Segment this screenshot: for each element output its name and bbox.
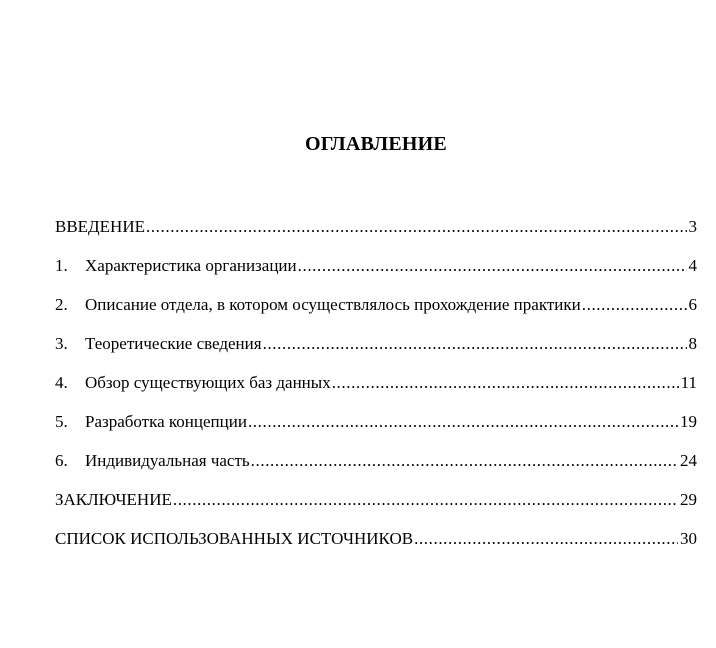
toc-entry-text: Разработка концепции xyxy=(85,412,247,431)
toc-entry-text: Теоретические сведения xyxy=(85,334,262,353)
toc-entry-references xyxy=(55,526,697,565)
toc-entry-2 xyxy=(55,292,697,331)
toc-title: ОГЛАВЛЕНИЕ xyxy=(305,133,447,155)
toc-leader-dots xyxy=(173,487,678,513)
toc-entry-introduction xyxy=(55,214,697,253)
toc-page-number: 19 xyxy=(680,412,697,431)
toc-entry-text: СПИСОК ИСПОЛЬЗОВАННЫХ ИСТОЧНИКОВ xyxy=(55,529,414,548)
toc-entry-number: 2. xyxy=(55,295,68,314)
toc-entry-number: 1. xyxy=(55,256,68,275)
toc-page-number: 11 xyxy=(680,373,697,392)
toc-entry-number: 3. xyxy=(55,334,68,353)
toc-leader-dots xyxy=(263,331,687,357)
toc-page-number: 30 xyxy=(680,529,697,548)
toc-page-number: 6 xyxy=(688,295,697,314)
toc-entry-text: Описание отдела, в котором осуществлялось прохождение практики xyxy=(85,295,581,314)
toc-entry-4 xyxy=(55,370,697,409)
toc-entry-conclusion xyxy=(55,487,697,526)
toc-leader-dots xyxy=(414,526,678,552)
toc-page-number: 3 xyxy=(688,217,697,236)
toc-entry-number: 6. xyxy=(55,451,68,470)
toc-leader-dots xyxy=(582,292,687,318)
toc-entry-text: ЗАКЛЮЧЕНИЕ xyxy=(55,490,172,509)
toc-entry-text: Обзор существующих баз данных xyxy=(85,373,331,392)
toc-leader-dots xyxy=(251,448,678,474)
toc-page-number: 29 xyxy=(680,490,697,509)
toc-list xyxy=(55,214,697,565)
toc-entry-1 xyxy=(55,253,697,292)
toc-entry-number: 5. xyxy=(55,412,68,431)
toc-page-number: 4 xyxy=(688,256,697,275)
toc-leader-dots xyxy=(298,253,687,279)
toc-leader-dots xyxy=(248,409,678,435)
toc-entry-6 xyxy=(55,448,697,487)
toc-entry-text: Характеристика организации xyxy=(85,256,297,275)
toc-entry-5 xyxy=(55,409,697,448)
toc-page-number: 24 xyxy=(680,451,697,470)
toc-page-number: 8 xyxy=(688,334,697,353)
toc-entry-text: Индивидуальная часть xyxy=(85,451,250,470)
toc-leader-dots xyxy=(146,214,687,240)
toc-entry-3 xyxy=(55,331,697,370)
toc-entry-number: 4. xyxy=(55,373,68,392)
toc-leader-dots xyxy=(332,370,679,396)
toc-entry-text: ВВЕДЕНИЕ xyxy=(55,217,145,236)
